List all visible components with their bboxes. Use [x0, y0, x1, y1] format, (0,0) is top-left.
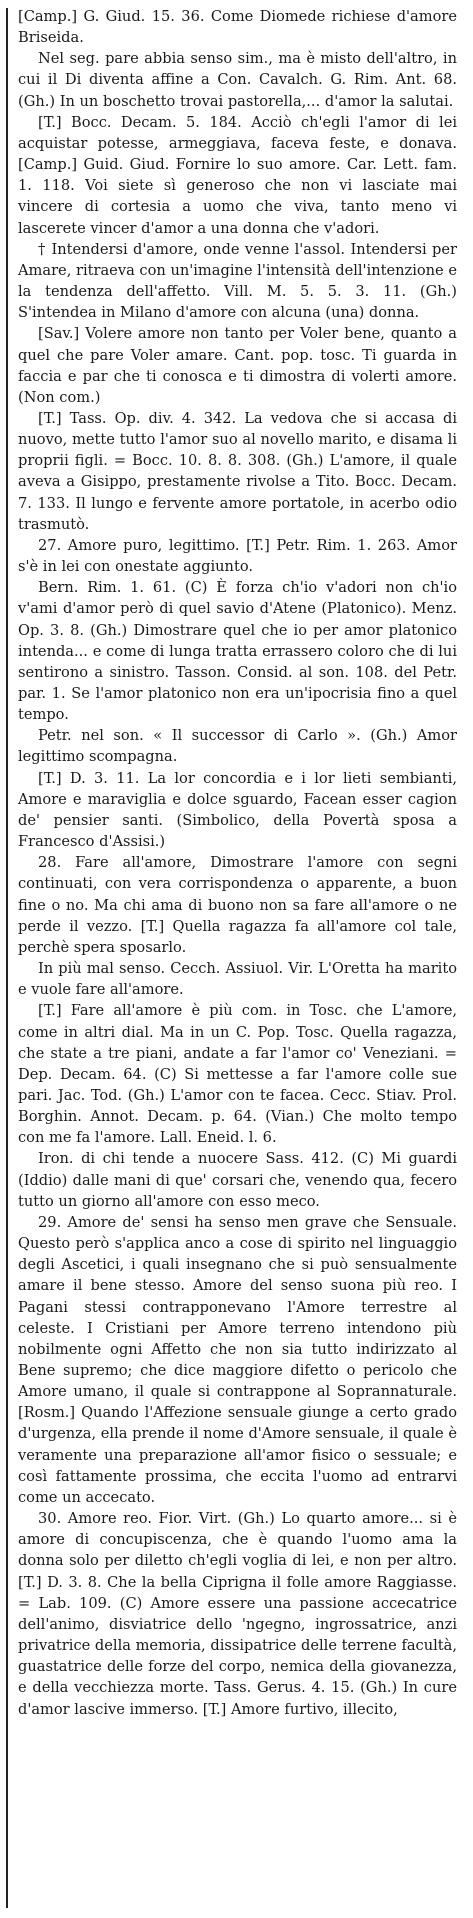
entry-paragraph: 30. Amore reo. Fior. Virt. (Gh.) Lo quarto amore... si è amore di concupiscenza, che è quando l'uomo ama la donna solo per diletto ch'egli voglia di lei, e non per altro. [T.] D. 3. 8. Che la bella Ciprigna il folle amore Raggiasse. = Lab. 109. (C) Amore essere una passione accecatrice dell'animo, disviatrice dello 'ngegno, ingrossatrice, anzi privatrice della memoria, dissipatrice delle terrene facultà, guastatrice delle forze del corpo, nemica della giovanezza, e della vecchiezza morte. Tass. Gerus. 4. 15. (Gh.) In cure d'amor lascive immerso. [T.] Amore furtivo, illecito,: [18, 1510, 457, 1718]
margin-rule: [6, 8, 8, 1908]
entry-paragraph: Iron. di chi tende a nuocere Sass. 412. (C) Mi guardi (Iddio) dalle mani di que' corsari che, venendo qua, fecero tutto un giorno all'amore con esso meco.: [18, 1150, 457, 1210]
entry-paragraph: [Camp.] G. Giud. 15. 36. Come Diomede richiese d'amore Briseida.: [18, 8, 457, 47]
entry-paragraph: [T.] D. 3. 11. La lor concordia e i lor lieti sembianti, Amore e maraviglia e dolce sguardo, Facean esser cagion de' pensier santi. (Simbolico, della Povertà sposa a Francesco d'Assisi.): [18, 769, 457, 851]
entry-paragraph: Nel seg. pare abbia senso sim., ma è misto dell'altro, in cui il Di diventa affine a Con. Cavalch. G. Rim. Ant. 68. (Gh.) In un boschetto trovai pastorella,... d'amor la salutai.: [18, 50, 457, 110]
entry-paragraph: 27. Amore puro, legittimo. [T.] Petr. Rim. 1. 263. Amor s'è in lei con onestate aggiunto.: [18, 536, 457, 576]
entry-paragraph: † Intendersi d'amore, onde venne l'assol. Intendersi per Amare, ritraeva con un'imagine l'intensità dell'intenzione e la tendenza dell'affetto. Vill. M. 5. 5. 3. 11. (Gh.) S'intendea in Milano d'amore con alcuna (una) donna.: [18, 240, 457, 322]
entry-paragraph: Bern. Rim. 1. 61. (C) È forza ch'io v'adori non ch'io v'ami d'amor però di quel savio d'Atene (Platonico). Menz. Op. 3. 8. (Gh.) Dimostrare quel che io per amor platonico intenda... e come di lunga tratta errassero coloro che di lui sentirono a sinistro. Tasson. Consid. al son. 108. del Petr. par. 1. Se l'amor platonico non era un'ipocrisia fino a quel tempo.: [18, 579, 457, 724]
entry-paragraph: [Sav.] Volere amore non tanto per Voler bene, quanto a quel che pare Voler amare. Cant. pop. tosc. Ti guarda in faccia e par che ti conosca e ti dimostra di volerti amore. (Non com.): [18, 325, 457, 406]
entry-paragraph: In più mal senso. Cecch. Assiuol. Vir. L'Oretta ha marito e vuole fare all'amore.: [18, 960, 457, 999]
entry-paragraph: [T.] Tass. Op. div. 4. 342. La vedova che si accasa di nuovo, mette tutto l'amor suo al novello marito, e disama li proprii figli. = Bocc. 10. 8. 8. 308. (Gh.) L'amore, il quale aveva a Gisippo, prestamente rivolse a Tito. Bocc. Decam. 7. 133. Il lungo e fervente amore portatole, in acerbo odio trasmutò.: [18, 409, 457, 533]
entry-paragraph: Petr. nel son. « Il successor di Carlo ». (Gh.) Amor legittimo scompagna.: [18, 727, 457, 766]
entry-paragraph: 29. Amore de' sensi ha senso men grave che Sensuale. Questo però s'applica anco a cose di spirito nel linguaggio degli Ascetici, i quali insegnano che si può sensualmente amare il bene stesso. Amore del senso suona più reo. I Pagani stessi contrapponevano l'Amore terrestre al celeste. I Cristiani per Amore terreno intendono più nobilmente ogni Affetto che non sia tutto indirizzato al Bene supremo; che dice maggiore difetto o pericolo che Amore umano, il quale si contrappone al Soprannaturale. [Rosm.] Quando l'Affezione sensuale giunge a certo grado d'urgenza, ella prende il nome d'Amore sensuale, il quale è veramente una preparazione all'amor fisico o sessuale; e così fattamente prossima, che eccita l'uomo ad entrarvi come un accecato.: [18, 1213, 457, 1506]
entry-paragraph: 28. Fare all'amore, Dimostrare l'amore con segni continuati, con vera corrispondenza o apparente, a buon fine o no. Ma chi ama di buono non sa fare all'amore o ne perde il vezzo. [T.] Quella ragazza fa all'amore col tale, perchè spera sposarlo.: [18, 854, 457, 956]
entry-paragraph: [T.] Bocc. Decam. 5. 184. Acciò ch'egli l'amor di lei acquistar potesse, armeggiava, faceva feste, e donava. [Camp.] Guid. Giud. Fornire lo suo amore. Car. Lett. fam. 1. 118. Voi siete sì generoso che non vi lasciate mai vincere di cortesia a uomo che viva, tanto meno vi lascerete vincer d'amor a una donna che v'adori.: [18, 113, 457, 237]
entry-column: [18, 6, 457, 1720]
entry-paragraph: [T.] Fare all'amore è più com. in Tosc. che L'amore, come in altri dial. Ma in un C. Pop. Tosc. Quella ragazza, che state a tre piani, andate a far l'amor co' Veneziani. = Dep. Decam. 64. (C) Si mettesse a far l'amore colle sue pari. Jac. Tod. (Gh.) L'amor con te facea. Cecc. Stiav. Prol. Borghin. Annot. Decam. p. 64. (Vian.) Che molto tempo con me fa l'amore. Lall. Eneid. l. 6.: [18, 1002, 457, 1147]
